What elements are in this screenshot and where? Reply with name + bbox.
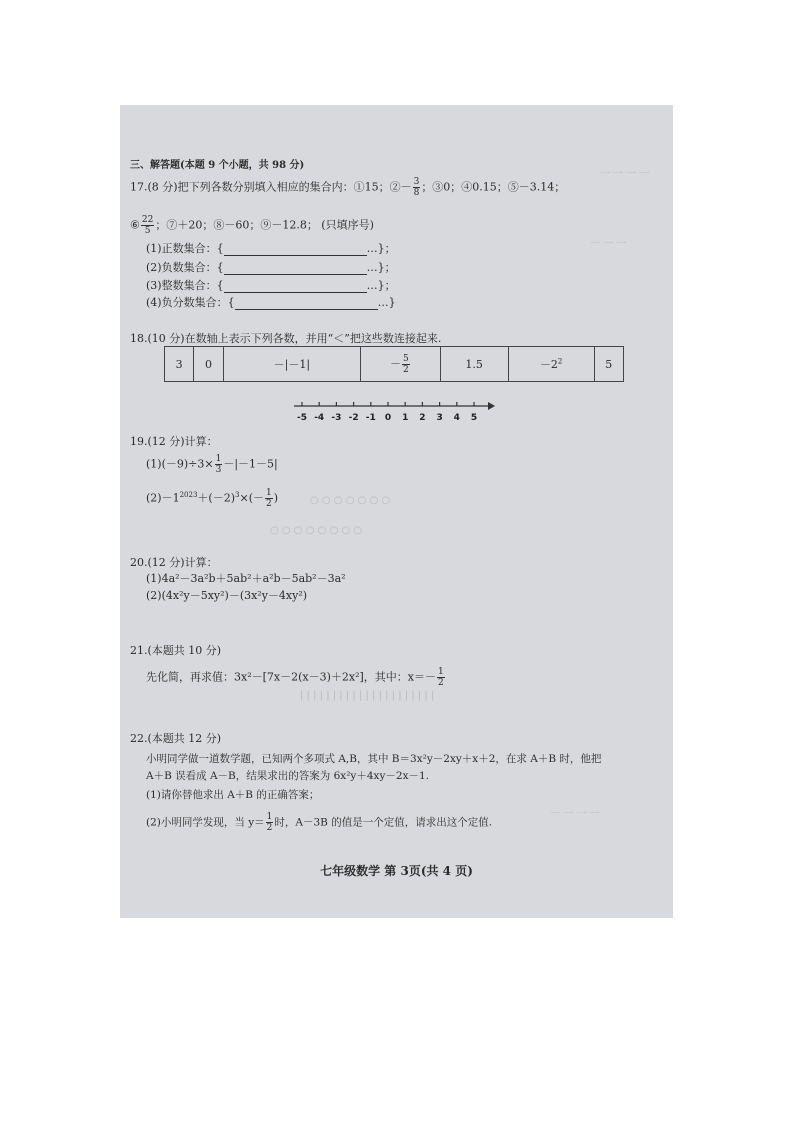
- question-20-stem: 20.(12 分)计算：: [130, 556, 218, 569]
- fraction-22-5: $\frac{22}{5}$: [141, 215, 154, 236]
- answer-blank[interactable]: [224, 245, 367, 256]
- question-19-part-1: (1)(－9)÷3× $\frac{1}{3}$ －|－1－5|: [146, 454, 278, 475]
- axis-tick-label: 2: [419, 413, 426, 423]
- question-21-body: 先化简，再求值：3x²－[7x－2(x－3)＋2x²]，其中：x＝－ $\frac{1}{2}$: [146, 667, 444, 688]
- question-22-part-1: (1)请你替他求出 A＋B 的正确答案；: [146, 789, 320, 801]
- cell-neg-abs-1: －|－1|: [223, 347, 360, 382]
- bleed-through-text: ○ ○ ○ ○ ○ ○ ○ ○: [270, 525, 363, 536]
- positive-set-line: (1)正数集合：{ …}；: [146, 242, 396, 255]
- axis-tick-label: -2: [348, 413, 359, 423]
- question-22-line-1: 小明同学做一道数学题，已知两个多项式 A,B，其中 B＝3x²y－2xy＋x＋2，在求 A＋B 时，他把: [146, 753, 602, 765]
- bleed-through-text: 一 一 一 一: [600, 169, 650, 180]
- answer-blank[interactable]: [224, 282, 367, 293]
- axis-tick-label: -4: [314, 413, 325, 423]
- negative-set-line: (2)负数集合：{ …}；: [146, 261, 396, 274]
- negative-fraction-set-line: (4)负分数集合：{ …}: [146, 296, 396, 309]
- integer-set-line: (3)整数集合：{ …}；: [146, 279, 396, 292]
- question-19-stem: 19.(12 分)计算：: [130, 435, 218, 448]
- axis-tick-label: -1: [365, 413, 376, 423]
- number-line: [290, 398, 496, 428]
- question-17-stem: 17.(8 分)把下列各数分别填入相应的集合内：①15；②－ $\frac{3}{8}$ ；③0；④0.15；⑤－3.14；: [130, 177, 566, 198]
- axis-tick-label: 4: [453, 413, 460, 423]
- axis-tick-label: 5: [470, 413, 478, 423]
- numbers-table: [164, 346, 624, 382]
- question-17-stem-cont: ⑥ $\frac{22}{5}$ ；⑦＋20；⑧－60；⑨－12.8； (只填序号): [130, 215, 374, 236]
- answer-blank[interactable]: [224, 264, 367, 275]
- bleed-through-text: 一 一 一 一: [550, 809, 600, 820]
- bleed-through-text: | | | | | | | | | | | | | | | | | | | | |: [300, 690, 435, 701]
- cell-1-5: 1.5: [440, 347, 508, 382]
- bleed-through-text: 一 一 一: [590, 239, 627, 250]
- axis-tick-label: 1: [402, 413, 409, 423]
- bleed-through-text: ○ ○ ○ ○ ○ ○ ○: [310, 495, 391, 506]
- cell-5: 5: [594, 347, 623, 382]
- question-20-part-1: (1)4a²－3a²b＋5ab²＋a²b－5ab²－3a²: [146, 572, 346, 585]
- question-20-part-2: (2)(4x²y－5xy²)－(3x²y－4xy²): [146, 589, 308, 602]
- cell-neg-2-squared: $-2^2$: [508, 347, 594, 382]
- question-19-part-2: $(2)-1^{2023}+(-2)^3\times(-$ $\frac{1}{2}$ ): [146, 488, 279, 510]
- question-22-line-2: A＋B 误看成 A－B，结果求出的答案为 6x²y＋4xy－2x－1.: [146, 770, 430, 782]
- question-18-stem: 18.(10 分)在数轴上表示下列各数，并用“＜”把这些数连接起来.: [130, 332, 442, 345]
- axis-tick-label: 3: [436, 413, 443, 423]
- question-22-stem: 22.(本题共 12 分): [130, 732, 222, 745]
- page-footer: 七年级数学 第 3页(共 4 页): [320, 864, 473, 878]
- axis-tick-label: 0: [384, 413, 392, 423]
- axis-tick-label: -5: [297, 413, 307, 423]
- cell-neg-5-2: － $\frac{5}{2}$: [360, 347, 440, 382]
- fraction-3-8: $\frac{3}{8}$: [413, 177, 420, 198]
- section-title: 三、解答题(本题 9 个小题，共 98 分): [130, 160, 305, 171]
- axis-tick-label: -3: [331, 413, 342, 423]
- question-21-stem: 21.(本题共 10 分): [130, 644, 222, 657]
- question-22-part-2: (2)小明同学发现，当 y＝ $\frac{1}{2}$ 时，A－3B 的值是一个定值，请求出这个定值.: [146, 812, 493, 833]
- answer-blank[interactable]: [235, 299, 378, 310]
- cell-0: 0: [194, 347, 223, 382]
- cell-3: 3: [165, 347, 194, 382]
- exam-page: [120, 105, 673, 918]
